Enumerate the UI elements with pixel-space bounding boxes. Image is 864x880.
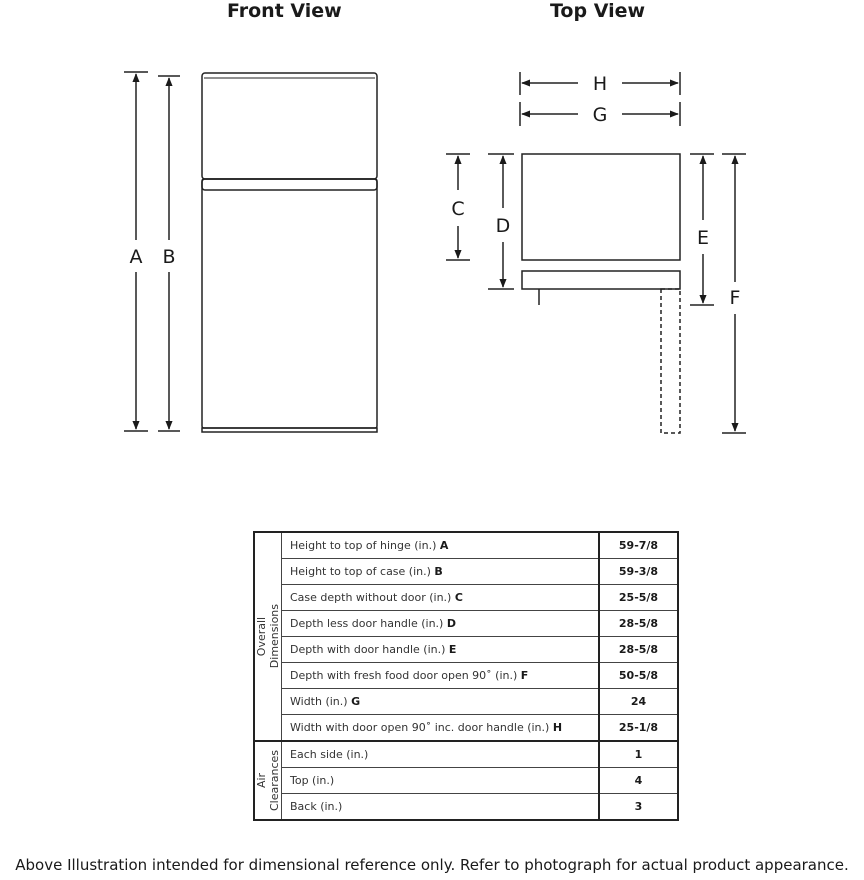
row-label: Width with door open 90˚ inc. door handle (in.) H <box>282 715 600 742</box>
front-view-title: Front View <box>227 0 342 22</box>
row-label: Back (in.) <box>282 794 600 821</box>
row-value: 25-1/8 <box>599 715 678 742</box>
dimensions-table <box>253 531 679 821</box>
top-view-title: Top View <box>550 0 646 22</box>
group-label-overall-dimensions: Overall Dimensions <box>254 532 282 741</box>
row-value: 59-7/8 <box>599 532 678 559</box>
freezer-door <box>202 73 377 179</box>
row-value: 59-3/8 <box>599 559 678 585</box>
row-value: 24 <box>599 689 678 715</box>
row-label: Width (in.) G <box>282 689 600 715</box>
row-value: 50-5/8 <box>599 663 678 689</box>
door-handle <box>202 179 377 190</box>
row-label: Depth less door handle (in.) D <box>282 611 600 637</box>
dimension-label-a: A <box>129 246 143 268</box>
dimension-label-g: G <box>592 104 608 126</box>
fridge-top-drawing <box>522 154 680 433</box>
dimension-label-c: C <box>451 198 465 220</box>
fridge-front-drawing <box>202 73 377 432</box>
table-row <box>254 663 678 689</box>
fridge-base <box>202 428 377 432</box>
row-value: 25-5/8 <box>599 585 678 611</box>
row-label: Top (in.) <box>282 768 600 794</box>
row-label: Case depth without door (in.) C <box>282 585 600 611</box>
dimension-label-e: E <box>696 227 710 249</box>
open-door-outline <box>661 289 680 433</box>
row-label: Height to top of case (in.) B <box>282 559 600 585</box>
table-row <box>254 532 678 559</box>
dimension-label-b: B <box>162 246 176 268</box>
row-value: 28-5/8 <box>599 611 678 637</box>
row-label: Depth with door handle (in.) E <box>282 637 600 663</box>
table-row <box>254 611 678 637</box>
dimension-lines-top-vertical <box>446 154 746 433</box>
disclaimer-footnote: Above Illustration intended for dimensional reference only. Refer to photograph for actual product appearance. <box>15 856 849 874</box>
group-label-air-clearances: Air Clearances <box>254 741 282 820</box>
row-value: 28-5/8 <box>599 637 678 663</box>
door-top <box>522 271 680 289</box>
fresh-food-door <box>202 179 377 428</box>
row-value: 1 <box>599 741 678 768</box>
case-top <box>522 154 680 260</box>
row-value: 3 <box>599 794 678 821</box>
table-row <box>254 794 678 821</box>
row-label: Each side (in.) <box>282 741 600 768</box>
row-label: Depth with fresh food door open 90˚ (in.) F <box>282 663 600 689</box>
table-row <box>254 689 678 715</box>
table-row <box>254 585 678 611</box>
dimension-label-f: F <box>729 287 741 309</box>
table-row <box>254 637 678 663</box>
table-row <box>254 559 678 585</box>
dimension-label-d: D <box>495 215 511 237</box>
dimension-label-h: H <box>592 73 608 95</box>
row-label: Height to top of hinge (in.) A <box>282 532 600 559</box>
table-row <box>254 741 678 768</box>
table-row <box>254 768 678 794</box>
row-value: 4 <box>599 768 678 794</box>
table-row <box>254 715 678 742</box>
